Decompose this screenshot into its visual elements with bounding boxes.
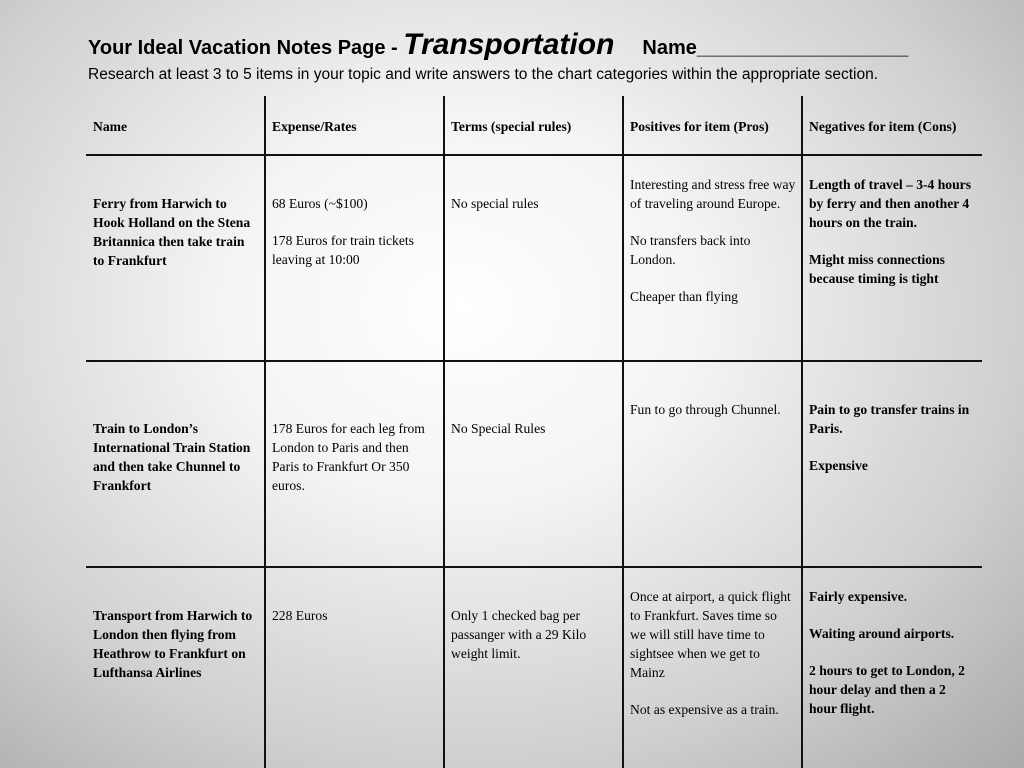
title-prefix: Your Ideal Vacation Notes Page - [88, 37, 404, 59]
header-expense: Expense/Rates [272, 119, 357, 134]
row-3-terms: Only 1 checked bag per passanger with a 29 Kilo weight limit. [451, 608, 587, 661]
row-2-terms: No Special Rules [451, 421, 546, 436]
name-label: Name___________________ [642, 37, 909, 59]
header-pros: Positives for item (Pros) [630, 119, 769, 134]
title-topic: Transportation [403, 28, 615, 61]
row-1-pros: Interesting and stress free way of traveling around Europe. No transfers back into London. Cheaper than flying [630, 177, 796, 304]
header-cons: Negatives for item (Cons) [809, 119, 957, 134]
row-2-cons: Pain to go transfer trains in Paris. Expensive [809, 402, 970, 473]
row-1-name: Ferry from Harwich to Hook Holland on the Stena Britannica then take train to Frankfurt [93, 196, 251, 268]
row-divider [86, 566, 982, 568]
row-2-name: Train to London’s International Train Station and then take Chunnel to Frankfort [93, 421, 251, 493]
header-terms: Terms (special rules) [451, 119, 572, 134]
column-divider [443, 96, 445, 768]
row-divider [86, 360, 982, 362]
page-title [88, 28, 1008, 62]
column-divider [622, 96, 624, 768]
row-3-name: Transport from Harwich to London then flying from Heathrow to Frankfurt on Lufthansa Airlines [93, 608, 253, 680]
column-divider [264, 96, 266, 768]
instructions: Research at least 3 to 5 items in your topic and write answers to the chart categories within the appropriate section. [88, 66, 879, 83]
row-2-pros: Fun to go through Chunnel. [630, 402, 781, 417]
row-1-terms: No special rules [451, 196, 539, 211]
row-3-cons: Fairly expensive. Waiting around airports. 2 hours to get to London, 2 hour delay and then a 2 hour flight. [809, 589, 965, 716]
row-1-expense: 68 Euros (~$100) 178 Euros for train tickets leaving at 10:00 [272, 196, 414, 267]
row-divider [86, 154, 982, 156]
row-3-pros: Once at airport, a quick flight to Frankfurt. Saves time so we will still have time to sightsee when we get to Mainz Not as expensive as a train. [630, 589, 791, 717]
row-1-cons: Length of travel – 3-4 hours by ferry and then another 4 hours on the train. Might miss connections because timing is tight [809, 177, 971, 286]
column-divider [801, 96, 803, 768]
row-3-expense: 228 Euros [272, 608, 328, 623]
row-2-expense: 178 Euros for each leg from London to Paris and then Paris to Frankfurt Or 350 euros. [272, 421, 425, 493]
header-name: Name [93, 119, 127, 134]
